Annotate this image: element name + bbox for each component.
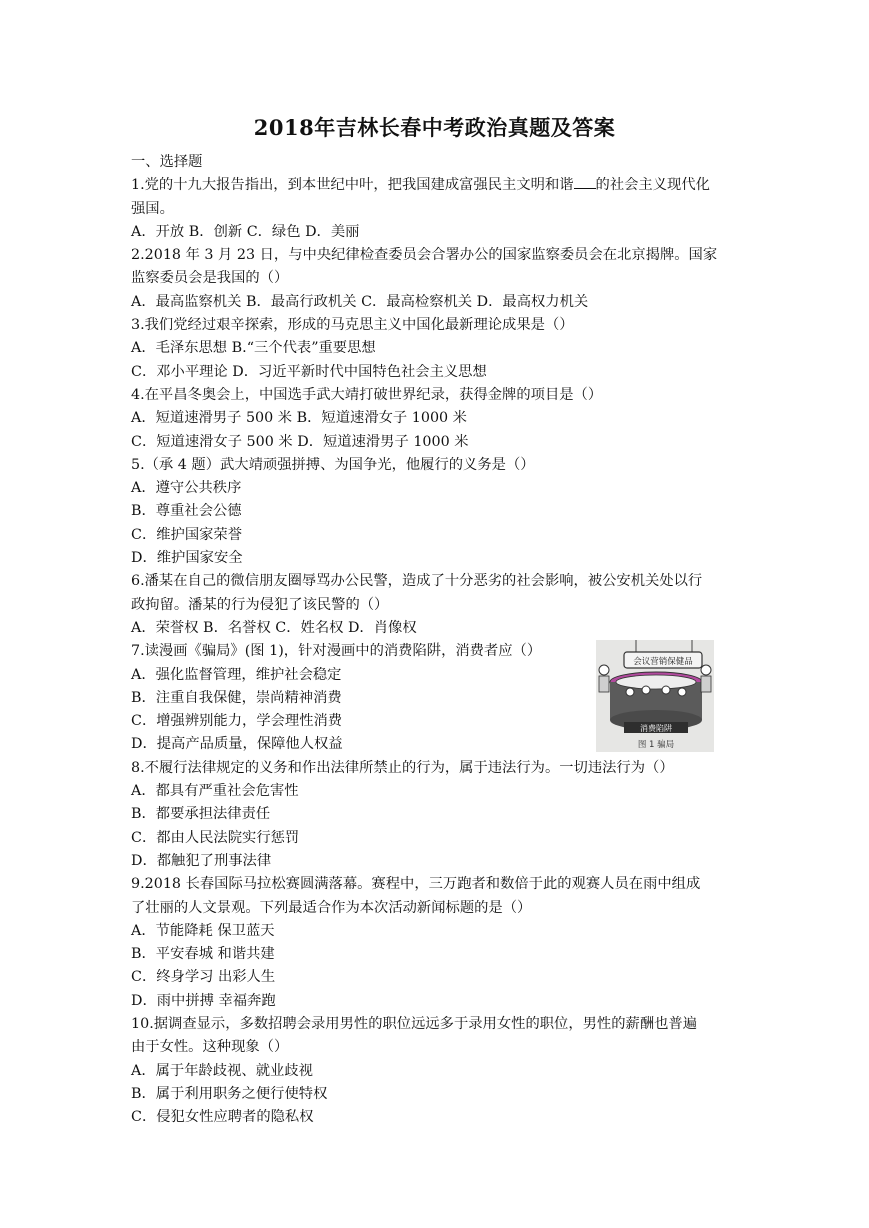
section-heading: 一、选择题 [131,154,203,170]
answer-blank [574,176,596,189]
q1-stem-post: 的社会主义现代化 [595,177,710,194]
q7-stem: 7.读漫画《骗局》(图 1)，针对漫画中的消费陷阱，消费者应（） [131,643,542,660]
figure-caption: 图 1 骗局 [637,740,675,750]
q8-option-c: C．都由人民法院实行惩罚 [131,829,300,846]
q7-option-d: D．提高产品质量，保障他人权益 [131,736,343,753]
q3-stem: 3.我们党经过艰辛探索，形成的马克思主义中国化最新理论成果是（） [131,317,574,334]
q2-stem-line1: 2.2018 年 3 月 23 日，与中央纪律检查委员会合署办公的国家监察委员会在北京揭牌。国家 [131,247,718,264]
q2-options: A．最高监察机关 B．最高行政机关 C．最高检察机关 D．最高权力机关 [131,293,589,310]
q5-option-d: D．维护国家安全 [131,550,243,567]
q1-options: A．开放 B．创新 C．绿色 D．美丽 [131,223,360,240]
trap-label: 消费陷阱 [640,724,672,733]
q5-option-a: A．遵守公共秩序 [131,480,242,497]
q4-stem: 4.在平昌冬奥会上，中国选手武大靖打破世界纪录，获得金牌的项目是（） [131,386,603,403]
q8-option-a: A．都具有严重社会危害性 [131,783,299,800]
q4-options-ab: A．短道速滑男子 500 米 B．短道速滑女子 1000 米 [131,410,467,427]
q7-option-c: C．增强辨别能力，学会理性消费 [131,713,343,730]
q9-option-b: B．平安春城 和谐共建 [131,946,275,963]
cartoon-illustration [596,640,714,752]
q5-option-b: B．尊重社会公德 [131,503,242,520]
q3-options-ab: A．毛泽东思想 B.“三个代表”重要思想 [131,340,376,357]
q5-stem: 5.（承 4 题）武大靖顽强拼搏、为国争光，他履行的义务是（） [131,456,535,473]
q10-option-c: C．侵犯女性应聘者的隐私权 [131,1109,314,1126]
q1-stem-pre: 1.党的十九大报告指出，到本世纪中叶，把我国建成富强民主文明和谐 [131,177,574,194]
q6-stem-line2: 政拘留。潘某的行为侵犯了该民警的（） [131,596,389,613]
q1-stem-line1 [131,174,741,197]
q7-option-a: A．强化监督管理，维护社会稳定 [131,666,342,683]
q8-option-d: D．都触犯了刑事法律 [131,852,272,869]
q10-option-b: B．属于利用职务之便行使特权 [131,1085,328,1102]
q9-stem-line1: 9.2018 长春国际马拉松赛圆满落幕。赛程中，三万跑者和数倍于此的观赛人员在雨中组成 [131,876,701,893]
q2-stem-line2: 监察委员会是我国的（） [131,270,289,287]
q9-option-c: C．终身学习 出彩人生 [131,969,276,986]
q3-options-cd: C．邓小平理论 D．习近平新时代中国特色社会主义思想 [131,363,487,380]
document-title: 2018年吉林长春中考政治真题及答案 [253,115,616,140]
q9-option-a: A．节能降耗 保卫蓝天 [131,922,275,939]
q10-option-a: A．属于年龄歧视、就业歧视 [131,1062,313,1079]
q6-options: A．荣誉权 B．名誉权 C．姓名权 D．肖像权 [131,619,417,636]
sign-text: 会议营销保健品 [633,657,693,667]
q8-option-b: B．都要承担法律责任 [131,806,271,823]
q9-stem-line2: 了壮丽的人文景观。下列最适合作为本次活动新闻标题的是（） [131,899,532,916]
q5-option-c: C．维护国家荣誉 [131,526,243,543]
cartoon-figure-1 [596,640,714,752]
q8-stem: 8.不履行法律规定的义务和作出法律所禁止的行为，属于违法行为。一切违法行为（） [131,759,674,776]
q4-options-cd: C．短道速滑女子 500 米 D．短道速滑男子 1000 米 [131,433,469,450]
q7-option-b: B．注重自我保健，崇尚精神消费 [131,689,342,706]
q10-stem-line1: 10.据调查显示，多数招聘会录用男性的职位远远多于录用女性的职位，男性的薪酬也普遍 [131,1015,698,1032]
q6-stem-line1: 6.潘某在自己的微信朋友圈辱骂办公民警，造成了十分恶劣的社会影响，被公安机关处以行 [131,573,703,590]
q10-stem-line2: 由于女性。这种现象（） [131,1039,289,1056]
q9-option-d: D．雨中拼搏 幸福奔跑 [131,992,276,1009]
q1-stem-line2: 强国。 [131,200,174,217]
